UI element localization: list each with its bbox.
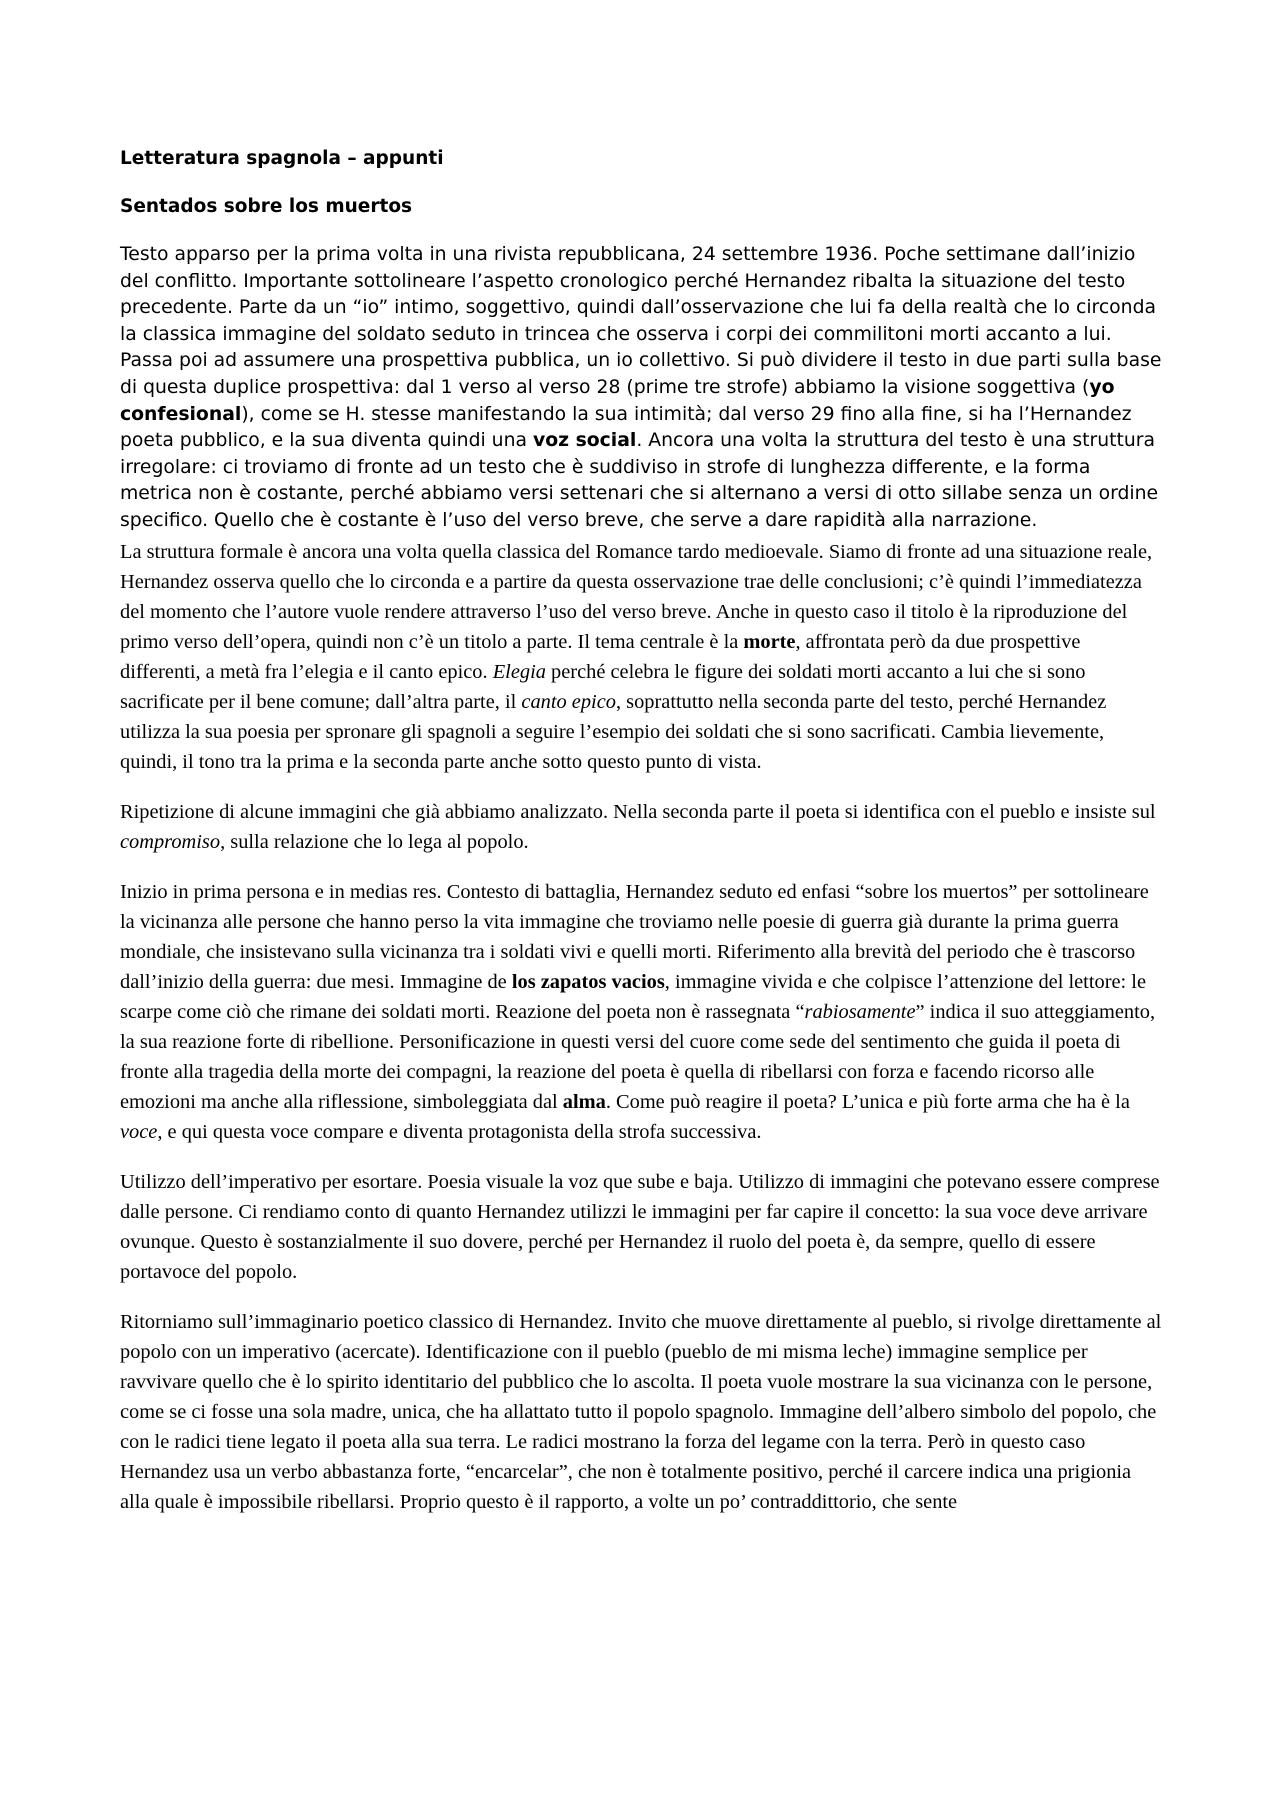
paragraph-1 [120,242,1165,535]
italic-term: Elegia [492,660,546,683]
italic-term: rabiosamente [804,1000,916,1023]
text-run: , affrontata però da due prospettive differenti, a metà fra l’elegia e il canto epico. [120,630,1081,683]
text-run: , immagine vivida e che colpisce l’attenzione del lettore: le scarpe come ciò che rimane dei soldati morti. Reazione del poeta non è rassegnata “ [120,970,1147,1023]
text-run: Inizio in prima persona e in medias res. Contesto di battaglia, Hernandez seduto ed enfasi “sobre los muertos” per sottolineare la vicinanza alle persone che hanno perso la vita immagine che troviamo nelle poesie di guerra già durante la prima guerra mondiale, che insistevano sulla vicinanza tra i soldati vivi e quelli morti. Riferimento alla brevità del periodo che è trascorso dall’inizio della guerra: due mesi. Immagine de [120,880,1149,993]
text-run: La struttura formale è ancora una volta quella classica del Romance tardo medioevale. Siamo di fronte ad una situazione reale, Hernandez osserva quello che lo circonda e a partire da questa osservazione trae delle conclusioni; c’è quindi l’immediatezza del momento che l’autore vuole rendere attraverso l’uso del verso breve. Anche in questo caso il titolo è la riproduzione del primo verso dell’opera, quindi non c’è un titolo a parte. Il tema centrale è la [120,540,1153,653]
text-run: perché celebra le figure dei soldati morti accanto a lui che si sono sacrificate per il bene comune; dall’altra parte, il [120,660,1086,713]
text-run: . Ancora una volta la struttura del testo è una struttura irregolare: ci troviamo di fronte ad un testo che è suddiviso in strofe di lunghezza differente, e la forma metrica non è costante, perché abbiamo versi settenari che si alternano a versi di otto sillabe senza un ordine specifico. Quello che è costante è l’uso del verso breve, che serve a dare rapidità alla narrazione. [120,430,1159,531]
bold-term: yo confesional [120,376,1115,425]
paragraph-5: Utilizzo dell’imperativo per esortare. Poesia visuale la voz que sube e baja. Utilizzo di immagini che potevano essere comprese dalle persone. Ci rendiamo conto di quanto Hernandez utilizzi le immagini per far capire il concetto: la sua voce deve arrivare ovunque. Questo è sostanzialmente il suo dovere, perché per Hernandez il ruolo del poeta è, da sempre, quello di essere portavoce del popolo. [120,1170,1160,1283]
text-run: , soprattutto nella seconda parte del testo, perché Hernandez utilizza la sua poesia per spronare gli spagnoli a seguire l’esempio dei soldati che si sono sacrificati. Cambia lievemente, quindi, il tono tra la prima e la seconda parte anche sotto questo punto di vista. [120,690,1107,773]
text-run: Testo apparso per la prima volta in una rivista repubblicana, 24 settembre 1936. Poche settimane dall’inizio del conflitto. Importante sottolineare l’aspetto cronologico perché Hernandez ribalta la situazione del testo precedente. Parte da un “io” intimo, soggettivo, quindi dall’osservazione che lui fa della realtà che lo circonda la classica immagine del soldato seduto in trincea che osserva i corpi dei commilitoni morti accanto a lui. Passa poi ad assumere una prospettiva pubblica, un io collettivo. Si può dividere il testo in due parti sulla base di questa duplice prospettiva: dal 1 verso al verso 28 (prime tre strofe) abbiamo la visione soggettiva ( [120,244,1162,398]
document-body [120,146,1165,1517]
bold-term: morte [743,630,796,653]
italic-term: voce [120,1120,158,1143]
paragraph-2 [120,537,1165,777]
text-run: ” indica il suo atteggiamento, la sua reazione forte di ribellione. Personificazione in questi versi del cuore come sede del sentimento che guida il poeta di fronte alla tragedia della morte dei compagni, la reazione del poeta è quella di ribellarsi con forza e facendo ricorso alle emozioni ma anche alla riflessione, simboleggiata dal [120,1000,1156,1113]
paragraph-6: Ritorniamo sull’immaginario poetico classico di Hernandez. Invito che muove direttamente al pueblo, si rivolge direttamente al popolo con un imperativo (acercate). Identificazione con il pueblo (pueblo de mi misma leche) immagine semplice per ravvivare quello che è lo spirito identitario del pubblico che lo ascolta. Il poeta vuole mostrare la sua vicinanza con le persone, come se ci fosse una sola madre, unica, che ha allattato tutto il popolo spagnolo. Immagine dell’albero simbolo del popolo, che con le radici tiene legato il poeta alla sua terra. Le radici mostrano la forza del legame con la terra. Però in questo caso Hernandez usa un verbo abbastanza forte, “encarcelar”, che non è totalmente positivo, perché il carcere indica una prigionia alla quale è impossibile ribellarsi. Proprio questo è il rapporto, a volte un po’ contraddittorio, che sente [120,1310,1162,1513]
italic-term: compromiso [120,830,221,853]
text-run: Ripetizione di alcune immagini che già abbiamo analizzato. Nella seconda parte il poeta si identifica con el pueblo e insiste sul [120,800,1156,823]
text-run: , e qui questa voce compare e diventa protagonista della strofa successiva. [157,1120,762,1143]
text-run: , sulla relazione che lo lega al popolo. [220,830,529,853]
text-run: ), come se H. stesse manifestando la sua intimità; dal verso 29 fino alla fine, si ha l’Hernandez poeta pubblico, e la sua diventa quindi una [120,403,1132,452]
text-run: . Come può reagire il poeta? L’unica e più forte arma che ha è la [605,1090,1130,1113]
section-heading: Sentados sobre los muertos [120,196,413,217]
bold-term: voz social [532,430,637,452]
paragraph-3 [120,797,1165,857]
document-title: Letteratura spagnola – appunti [120,148,444,169]
bold-term: los zapatos vacios [511,970,665,993]
bold-term: alma [562,1090,606,1113]
paragraph-4 [120,877,1165,1147]
italic-term: canto epico [521,690,616,713]
